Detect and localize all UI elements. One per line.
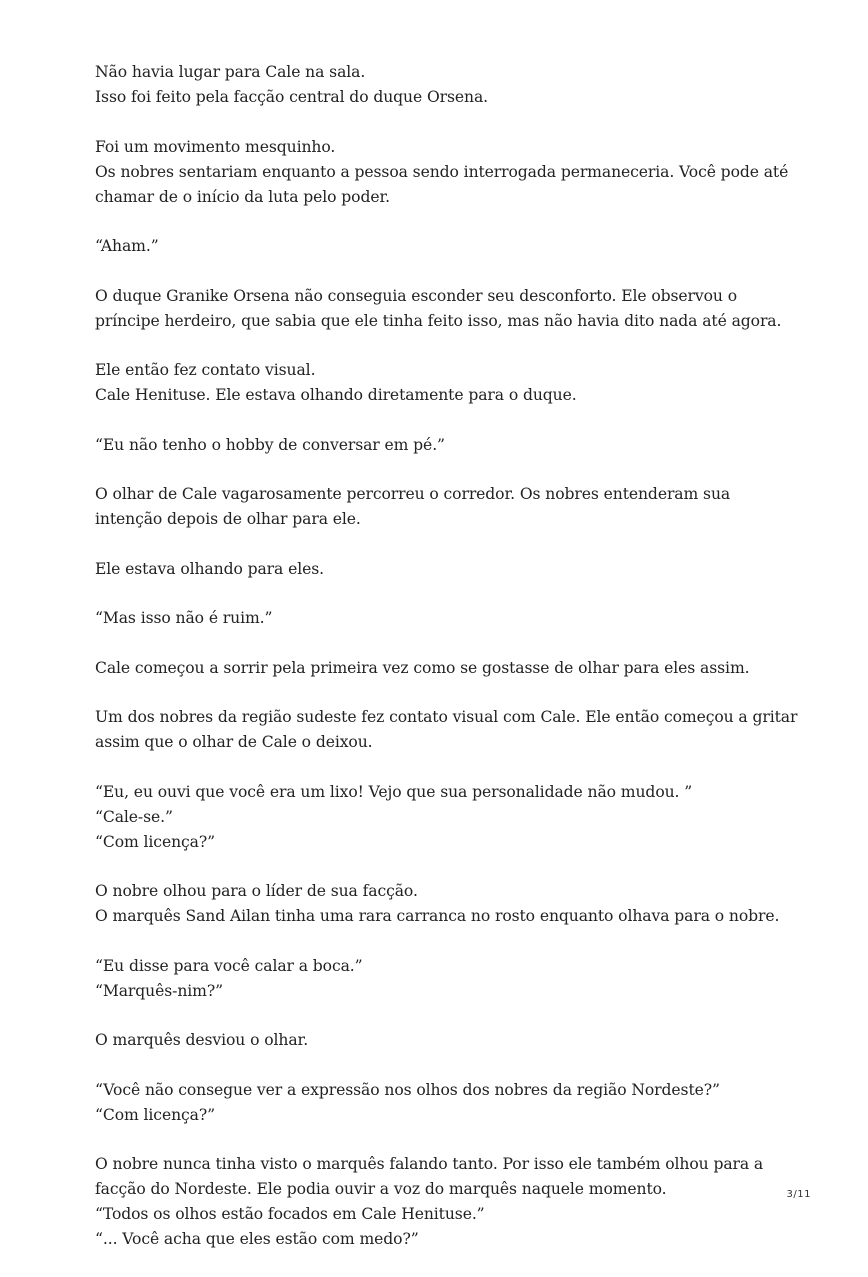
text-line: “Eu não tenho o hobby de conversar em pé.” (95, 435, 445, 454)
text-line: chamar de o início da luta pelo poder. (95, 187, 390, 206)
paragraph (95, 879, 795, 929)
paragraph (95, 606, 795, 631)
text-line: intenção depois de olhar para ele. (95, 510, 361, 528)
paragraph (95, 284, 795, 334)
text-line: “Eu, eu ouvi que você era um lixo! Vejo que sua personalidade não mudou. ” (95, 782, 693, 801)
text-line: “Você não consegue ver a expressão nos olhos dos nobres da região Nordeste?” (95, 1080, 720, 1099)
text-line: O nobre nunca tinha visto o marquês falando tanto. Por isso ele também olhou para a (95, 1155, 764, 1173)
text-line: “Mas isso não é ruim.” (95, 609, 273, 627)
text-line: Cale começou a sorrir pela primeira vez como se gostasse de olhar para eles assim. (95, 658, 750, 677)
text-line: Isso foi feito pela facção central do duque Orsena. (95, 88, 489, 106)
paragraph (95, 135, 795, 210)
text-line: “Com licença?” (95, 1105, 215, 1124)
text-line: “Aham.” (95, 237, 159, 255)
text-line: Cale Henituse. Ele estava olhando diretamente para o duque. (95, 386, 577, 404)
text-line: “Marquês-nim?” (95, 981, 223, 1000)
paragraph (95, 1152, 795, 1252)
paragraph (95, 1028, 795, 1053)
text-line: Não havia lugar para Cale na sala. (95, 63, 366, 81)
document-body (95, 60, 798, 1277)
text-line: “Eu disse para você calar a boca.” (95, 956, 363, 975)
text-line: “Com licença?” (95, 832, 215, 851)
text-line: Os nobres sentariam enquanto a pessoa sendo interrogada permaneceria. Você pode até (95, 162, 789, 181)
paragraph (95, 705, 798, 755)
paragraph (95, 656, 795, 681)
page-number: 3/11 (786, 1189, 811, 1200)
text-line: Ele então fez contato visual. (95, 361, 316, 379)
text-line: Ele estava olhando para eles. (95, 559, 324, 578)
text-line: príncipe herdeiro, que sabia que ele tinha feito isso, mas não havia dito nada até agora. (95, 311, 782, 330)
paragraph (95, 358, 795, 408)
text-line: O nobre olhou para o líder de sua facção. (95, 882, 418, 900)
text-line: “... Você acha que eles estão com medo?” (95, 1230, 419, 1248)
text-line: Um dos nobres da região sudeste fez contato visual com Cale. Ele então começou a gritar (95, 708, 798, 726)
paragraph (95, 1078, 795, 1128)
paragraph (95, 954, 795, 1004)
text-line: “Todos os olhos estão focados em Cale Henituse.” (95, 1205, 485, 1223)
text-line: Foi um movimento mesquinho. (95, 137, 336, 156)
paragraph (95, 557, 795, 582)
paragraph (95, 482, 795, 532)
paragraph (95, 433, 795, 458)
paragraph (95, 234, 795, 259)
text-line: assim que o olhar de Cale o deixou. (95, 733, 373, 751)
text-line: O marquês desviou o olhar. (95, 1031, 309, 1049)
text-line: O duque Granike Orsena não conseguia esconder seu desconforto. Ele observou o (95, 286, 737, 305)
text-line: O olhar de Cale vagarosamente percorreu o corredor. Os nobres entenderam sua (95, 485, 731, 503)
text-line: “Cale-se.” (95, 807, 173, 826)
text-line: facção do Nordeste. Ele podia ouvir a voz do marquês naquele momento. (95, 1180, 667, 1198)
paragraph (95, 60, 795, 110)
text-line: O marquês Sand Ailan tinha uma rara carranca no rosto enquanto olhava para o nobre. (95, 907, 780, 925)
paragraph (95, 780, 795, 855)
